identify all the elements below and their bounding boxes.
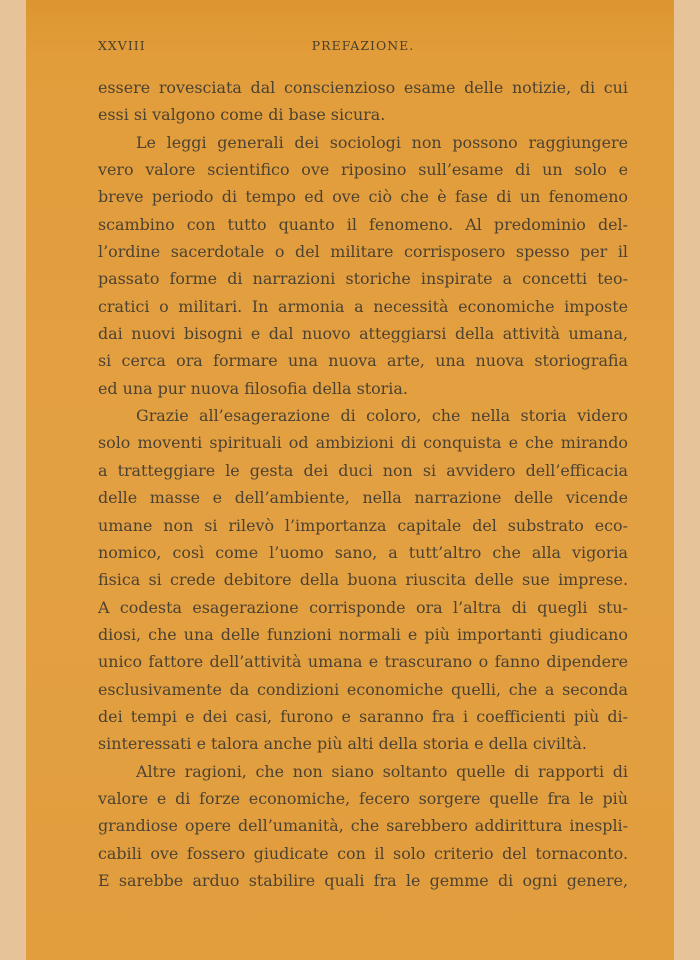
text-line: valore e di forze economiche, fecero sorgere quelle fra le più xyxy=(98,788,628,808)
text-line: grandiose opere dell’umanità, che sarebbero addirittura inespli- xyxy=(98,816,628,836)
text-line: si cerca ora formare una nuova arte, una nuova storiografia xyxy=(98,351,628,371)
text-line: diosi, che una delle funzioni normali e più importanti giudicano xyxy=(98,624,628,644)
text-line: E sarebbe arduo stabilire quali fra le gemme di ogni genere, xyxy=(98,870,628,890)
text-line: scambino con tutto quanto il fenomeno. Al predominio del- xyxy=(98,214,628,234)
text-line: ed una pur nuova filosofia della storia. xyxy=(98,378,408,398)
text-line: Grazie all’esagerazione di coloro, che nella storia videro xyxy=(136,406,628,426)
text-line: cratici o militari. In armonia a necessità economiche imposte xyxy=(98,296,628,316)
text-line: dai nuovi bisogni e dal nuovo atteggiarsi della attività umana, xyxy=(98,324,628,344)
text-line: cabili ove fossero giudicate con il solo criterio del tornaconto. xyxy=(98,843,628,863)
text-line: breve periodo di tempo ed ove ciò che è fase di un fenomeno xyxy=(98,187,628,207)
paragraph xyxy=(98,402,628,757)
text-line: vero valore scientifico ove riposino sull’esame di un solo e xyxy=(98,160,628,180)
text-line: umane non si rilevò l’importanza capitale del substrato eco- xyxy=(98,515,628,535)
text-line: essi si valgono come di base sicura. xyxy=(98,105,386,125)
text-line: A codesta esagerazione corrisponde ora l’altra di quegli stu- xyxy=(98,597,628,617)
text-line: esclusivamente da condizioni economiche quelli, che a seconda xyxy=(98,679,628,699)
paragraph xyxy=(98,74,628,129)
text-line: passato forme di narrazioni storiche inspirate a concetti teo- xyxy=(98,269,628,289)
running-title: PREFAZIONE. xyxy=(311,38,415,53)
text-line: solo moventi spirituali od ambizioni di conquista e che mirando xyxy=(98,433,628,453)
text-line: sinteressati e talora anche più alti della storia e della civiltà. xyxy=(98,734,587,754)
paragraph xyxy=(98,758,628,895)
text-line: dei tempi e dei casi, furono e saranno fra i coefficienti più di- xyxy=(98,706,628,726)
text-line: fisica si crede debitore della buona riuscita delle sue imprese. xyxy=(98,570,628,590)
book-page xyxy=(26,0,674,960)
text-line: nomico, così come l’uomo sano, a tutt’altro che alla vigoria xyxy=(98,542,628,562)
text-line: Le leggi generali dei sociologi non possono raggiungere xyxy=(136,132,628,152)
text-line: a tratteggiare le gesta dei duci non si avvidero dell’efficacia xyxy=(98,460,628,480)
text-line: essere rovesciata dal conscienzioso esame delle notizie, di cui xyxy=(98,78,628,97)
page-number: XXVIII xyxy=(98,38,146,53)
paragraph xyxy=(98,129,628,402)
text-line: unico fattore dell’attività umana e trascurano o fanno dipendere xyxy=(98,652,628,672)
text-line: l’ordine sacerdotale o del militare corrisposero spesso per il xyxy=(98,242,628,262)
body-text xyxy=(98,74,628,894)
text-line: Altre ragioni, che non siano soltanto quelle di rapporti di xyxy=(136,761,628,781)
text-line: delle masse e dell’ambiente, nella narrazione delle vicende xyxy=(98,488,628,508)
page-header xyxy=(98,38,628,58)
